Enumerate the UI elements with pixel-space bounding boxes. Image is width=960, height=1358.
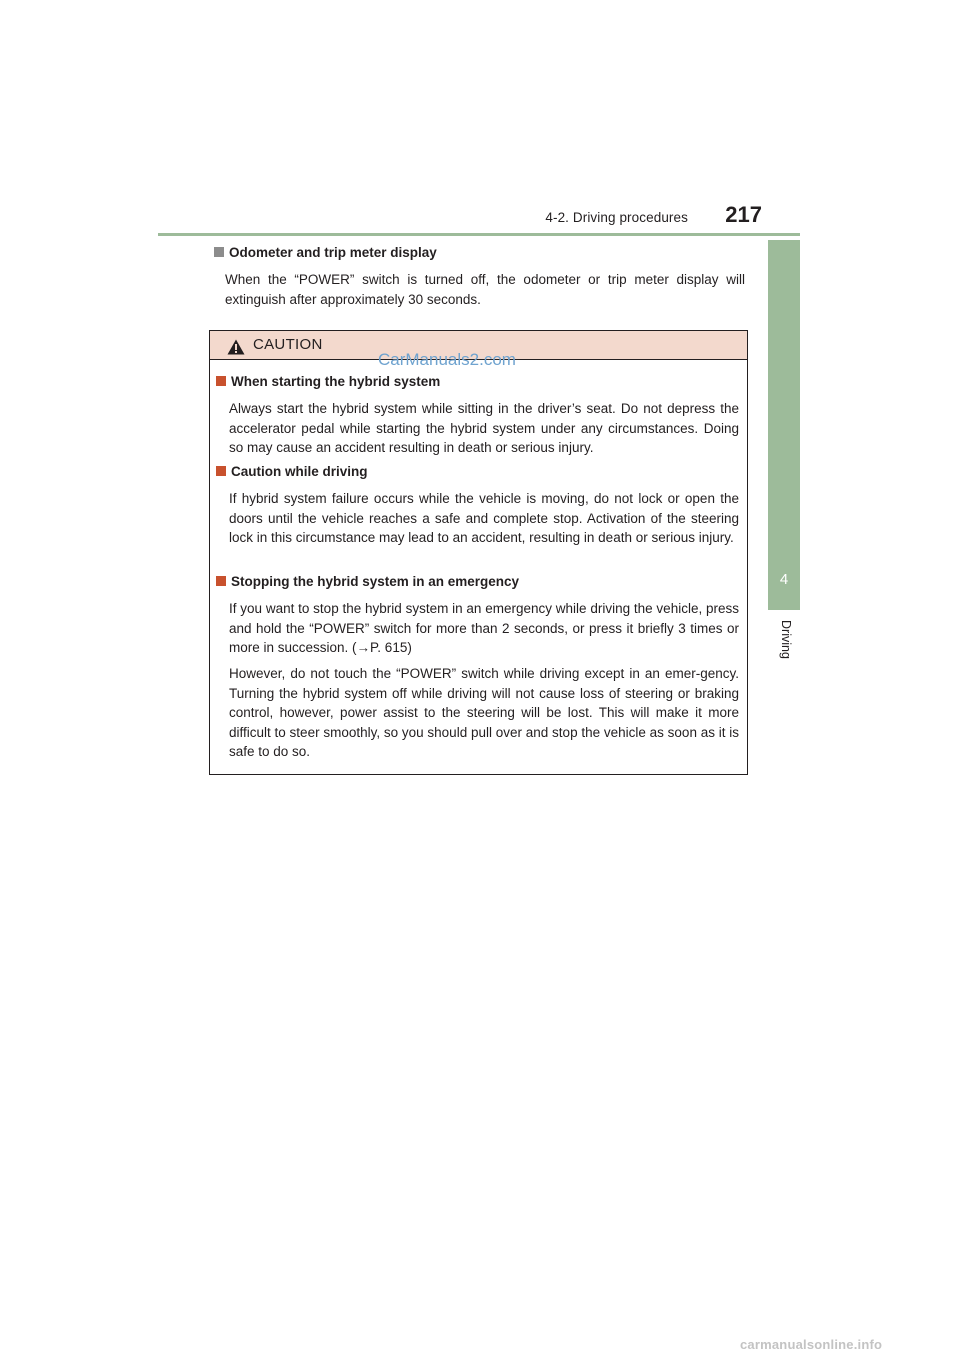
caution-heading-text: Stopping the hybrid system in an emergency (231, 574, 520, 589)
odometer-heading-text: Odometer and trip meter display (229, 245, 437, 260)
caution-box (209, 330, 748, 775)
caution-heading-text: Caution while driving (231, 464, 368, 479)
warning-triangle-icon (227, 339, 245, 355)
odometer-text: When the “POWER” switch is turned off, the odometer or trip meter display will extinguish after approximately 30 seconds. (225, 272, 745, 307)
caution-text-emergency-1: If you want to stop the hybrid system in an emergency while driving the vehicle, press and hold the “POWER” switch for more than 2 seconds, or press it briefly 3 times or more in succession. (→P. 615) (229, 601, 739, 655)
caution-heading-driving (216, 464, 368, 479)
caution-text-starting: Always start the hybrid system while sitting in the driver’s seat. Do not depress the accelerator pedal while starting the hybrid system under any circumstances. Doing so may cause an accident resulting in death or serious injury. (229, 401, 739, 455)
chapter-tab (768, 240, 800, 610)
caution-heading-starting (216, 374, 440, 389)
chapter-number: 4 (779, 571, 789, 588)
section-title: 4-2. Driving procedures (545, 210, 688, 225)
caution-heading-text: When starting the hybrid system (231, 374, 441, 389)
bullet-square-icon (216, 376, 226, 386)
caution-title: CAUTION (253, 336, 323, 353)
page-number: 217 (725, 202, 762, 227)
header-rule (158, 233, 800, 236)
bullet-square-icon (214, 247, 224, 257)
caution-heading-emergency (216, 574, 519, 589)
bullet-square-icon (216, 466, 226, 476)
caution-text-emergency-2: However, do not touch the “POWER” switch while driving except in an emer-gency. Turning the hybrid system off while driving will not cause loss of steering or braking control, however, power assist to the steering will be lost. This will make it more difficult to steer smoothly, so you should pull over and stop the vehicle as soon as it is safe to do so. (229, 666, 739, 759)
chapter-label: Driving (779, 620, 793, 659)
footer-watermark: carmanualsonline.info (740, 1337, 883, 1352)
bullet-square-icon (216, 576, 226, 586)
odometer-heading (214, 245, 734, 260)
watermark: CarManuals2.com (378, 350, 516, 369)
caution-text-driving: If hybrid system failure occurs while the vehicle is moving, do not lock or open the doors until the vehicle reaches a safe and complete stop. Activation of the steering lock in this circumstance may lead to an accident, resulting in death or serious injury. (229, 491, 739, 545)
